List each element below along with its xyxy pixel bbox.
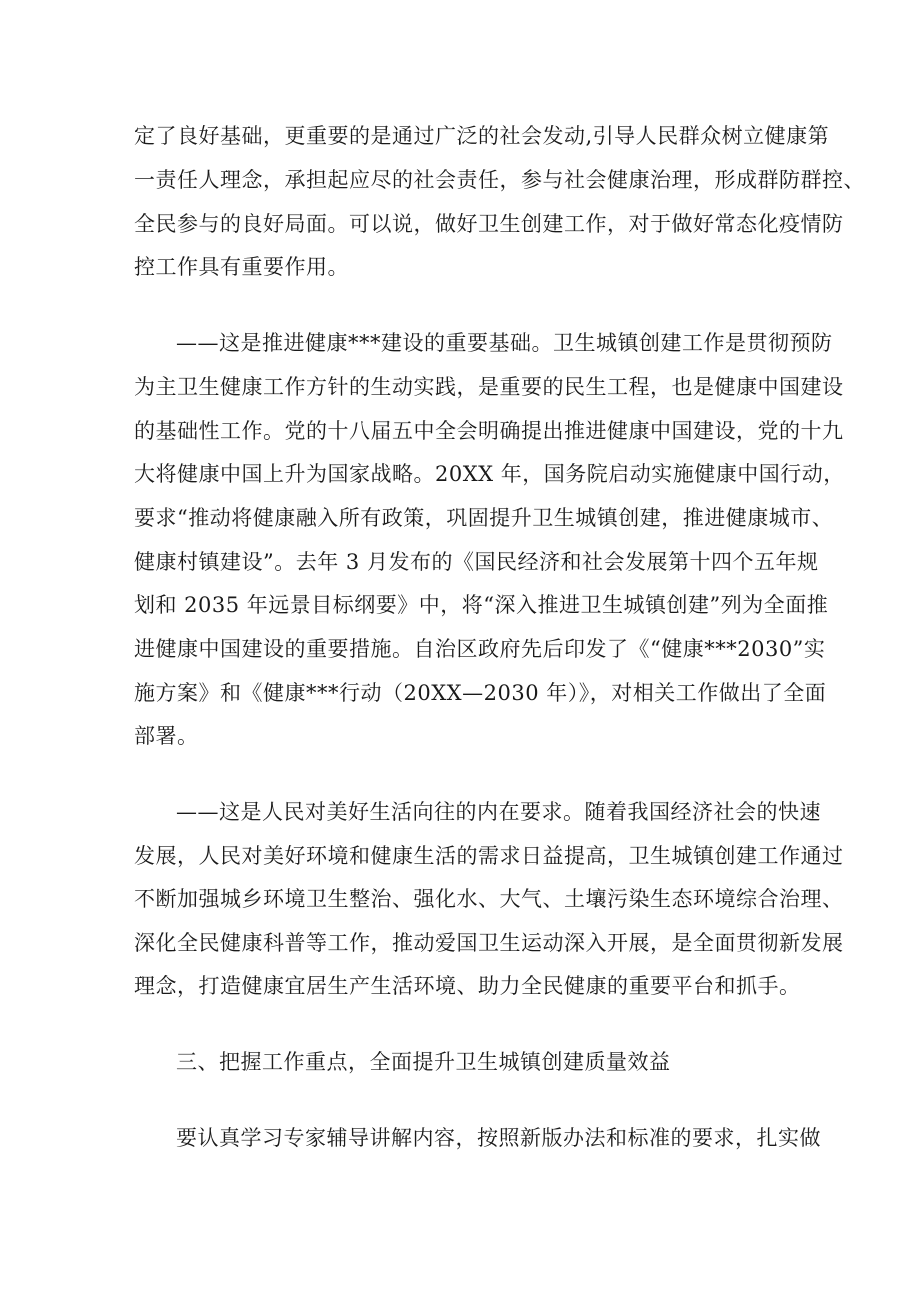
paragraph-1-line-3: 全民参与的良好局面。可以说，做好卫生创建工作，对于做好常态化疫情防 (134, 212, 844, 236)
paragraph-2-line-1: ——这是推进健康***建设的重要基础。卫生城镇创建工作是贯彻预防 (176, 331, 833, 355)
paragraph-3-line-2: 发展，人民对美好环境和健康生活的需求日益提高，卫生城镇创建工作通过 (134, 844, 844, 868)
paragraph-3-line-3: 不断加强城乡环境卫生整治、强化水、大气、土壤污染生态环境综合治理、 (134, 887, 844, 911)
paragraph-2-line-8: 进健康中国建设的重要措施。自治区政府先后印发了《“健康***2030”实 (134, 637, 826, 661)
paragraph-3-line-1: ——这是人民对美好生活向往的内在要求。随着我国经济社会的快速 (176, 800, 821, 824)
paragraph-2-line-5: 要求“推动将健康融入所有政策，巩固提升卫生城镇创建，推进健康城市、 (134, 506, 834, 530)
paragraph-1-line-4: 控工作具有重要作用。 (134, 255, 349, 279)
paragraph-2-line-7: 划和 2035 年远景目标纲要》中，将“深入推进卫生城镇创建”列为全面推 (134, 593, 829, 617)
paragraph-4-line-1: 要认真学习专家辅导讲解内容，按照新版办法和标准的要求，扎实做 (176, 1126, 821, 1150)
paragraph-2-line-2: 为主卫生健康工作方针的生动实践，是重要的民生工程，也是健康中国建设 (134, 375, 844, 399)
paragraph-2-line-3: 的基础性工作。党的十八届五中全会明确提出推进健康中国建设，党的十九 (134, 419, 844, 443)
paragraph-2-line-10: 部署。 (134, 724, 199, 748)
paragraph-2-line-9: 施方案》和《健康***行动（20XX—2030 年）》，对相关工作做出了全面 (134, 681, 827, 705)
paragraph-3-line-4: 深化全民健康科普等工作，推动爱国卫生运动深入开展，是全面贯彻新发展 (134, 931, 844, 955)
paragraph-1-line-2: 一责任人理念，承担起应尽的社会责任，参与社会健康治理，形成群防群控、 (134, 168, 865, 192)
paragraph-2-line-6: 健康村镇建设”。去年 3 月发布的《国民经济和社会发展第十四个五年规 (134, 550, 819, 574)
paragraph-2-line-4: 大将健康中国上升为国家战略。20XX 年，国务院启动实施健康中国行动， (134, 462, 845, 486)
paragraph-3-line-5: 理念，打造健康宜居生产生活环境、助力全民健康的重要平台和抓手。 (134, 974, 801, 998)
section-heading: 三、把握工作重点，全面提升卫生城镇创建质量效益 (176, 1050, 671, 1074)
paragraph-1-line-1: 定了良好基础，更重要的是通过广泛的社会发动,引导人民群众树立健康第 (134, 124, 830, 148)
